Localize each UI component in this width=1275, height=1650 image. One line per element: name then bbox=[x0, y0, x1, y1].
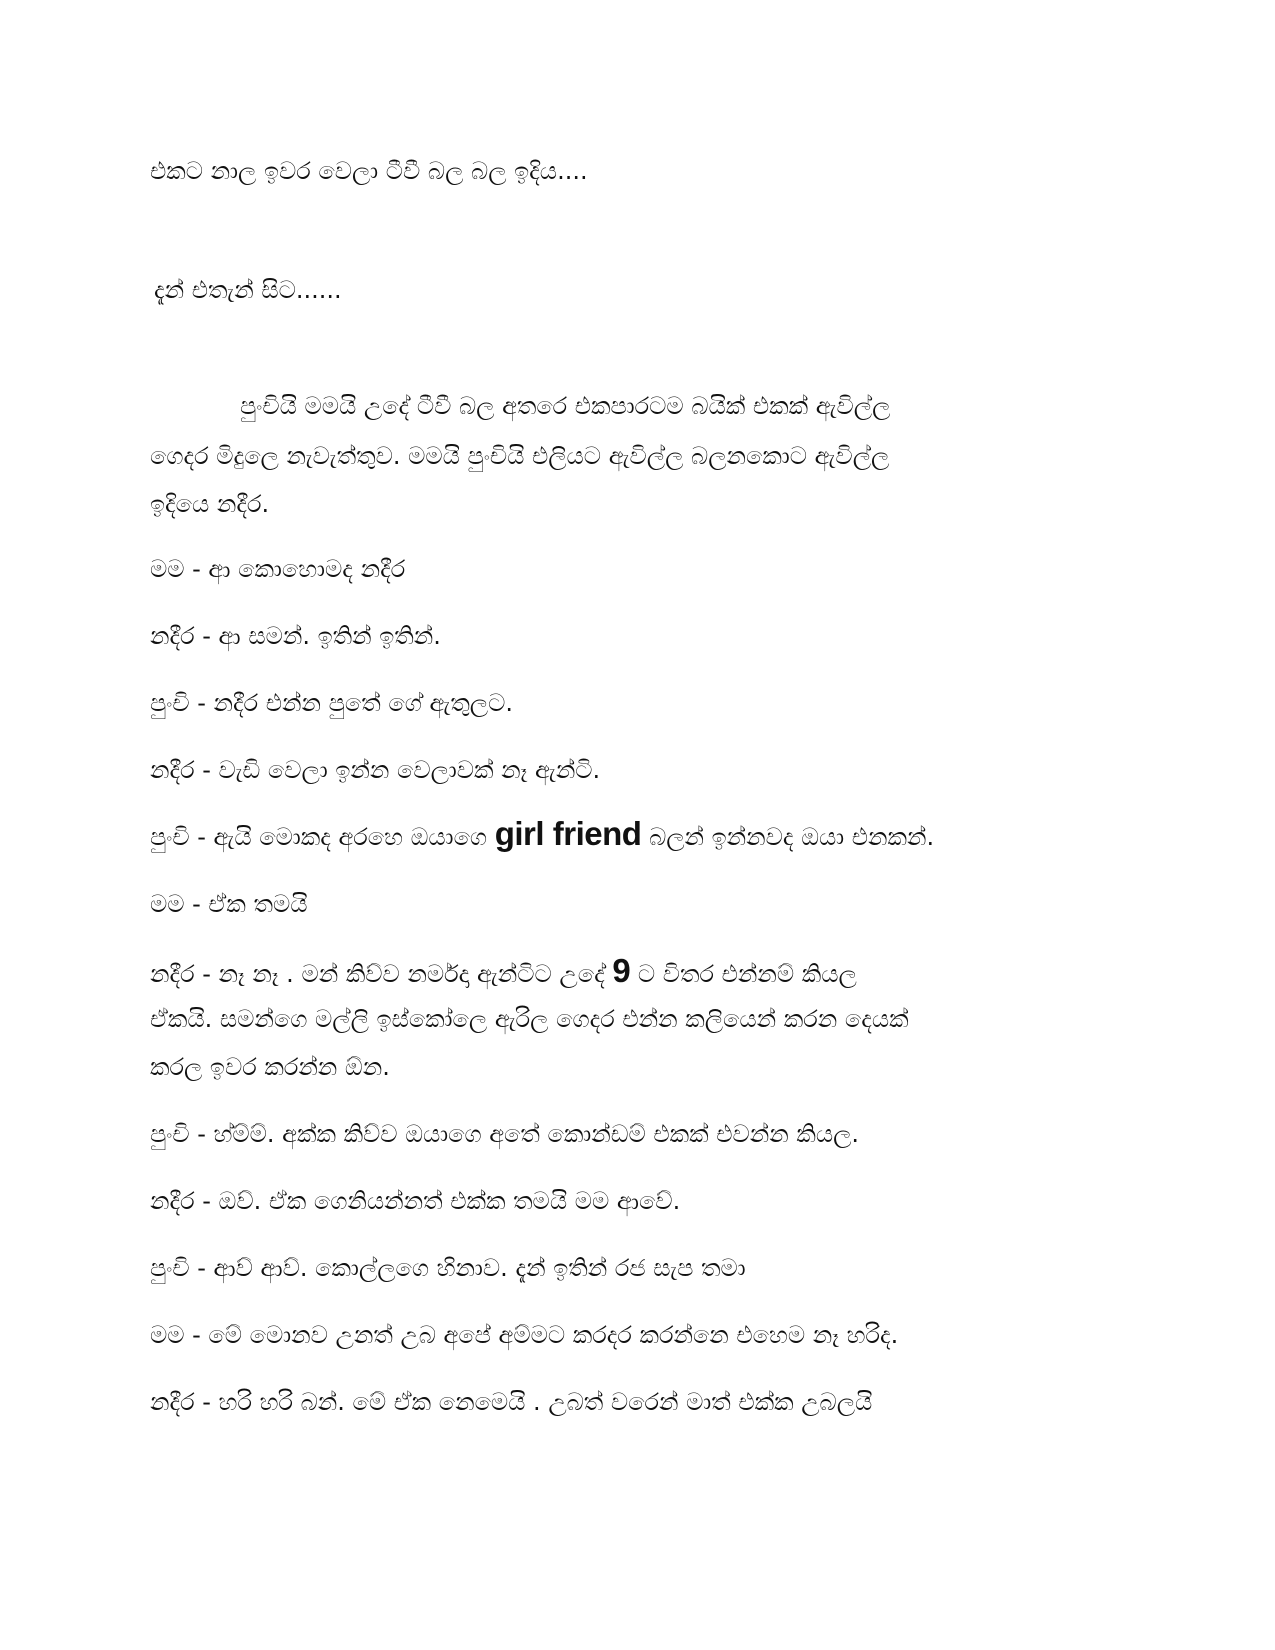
dialogue-line: මම - මේ මොනව උනත් උබ අපේ අම්මට කරදර කරන්නෙ එහෙම නෑ හරිද. bbox=[150, 1321, 899, 1349]
dialogue-text: බලන් ඉන්නවද ඔයා එනකන්. bbox=[649, 823, 935, 851]
dialogue-text: පුංචි - ඇයි මොකද අරහෙ ඔයාගෙ bbox=[150, 823, 488, 851]
text-line: පුංචියි මමයි උදේ ටීවී බල අතරෙ එකපාරටම බයික් එකක් ඇවිල්ල bbox=[240, 392, 891, 420]
emphasis-text: girl friend bbox=[494, 815, 642, 852]
text-line: කරල ඉවර කරන්න ඕන. bbox=[150, 1053, 390, 1081]
dialogue-line: නදීර - ආ සමන්. ඉතින් ඉතින්. bbox=[150, 622, 441, 650]
section-heading: දැන් එතැන් සිට...... bbox=[154, 276, 342, 304]
dialogue-line: මම - ඒක තමයි bbox=[150, 890, 308, 918]
dialogue-line: නදීර - හරි හරි බන්. මේ ඒක නෙමෙයි . උබත් වරෙන් මාත් එක්ක උබලයි bbox=[150, 1388, 873, 1416]
dialogue-line: නදීර - වැඩි වෙලා ඉන්න වෙලාවක් නෑ ඇන්ටි. bbox=[150, 756, 601, 784]
text-line: ඒකයි. සමන්ගෙ මල්ලි ඉස්කෝලෙ ඇරිල ගෙදර එන්න කලියෙන් කරන දෙයක් bbox=[150, 1005, 909, 1033]
dialogue-line: පුංචි - ආව් ආව්. කොල්ලගෙ හිනාව. දැන් ඉතින් රජ සැප තමා bbox=[150, 1254, 746, 1282]
dialogue-text: නදීර - නෑ නෑ . මන් කිව්ව නර්මදා ඇන්ටිට උදේ bbox=[150, 960, 605, 988]
emphasis-number: 9 bbox=[612, 952, 631, 989]
dialogue-line: පුංචි - නදීර එන්න පුතේ ගේ ඇතුලට. bbox=[150, 689, 513, 717]
text-line: ගෙදර මිදුලෙ නැවැත්තුව. මමයි පුංචියි එලියට ඇවිල්ල බලනකොට ඇවිල්ල bbox=[150, 442, 890, 470]
dialogue-line bbox=[150, 952, 1150, 990]
dialogue-line: නදීර - ඔව්. ඒක ගෙනියන්නත් එක්ක තමයි මම ආවේ. bbox=[150, 1187, 681, 1215]
dialogue-text: ට විතර එන්නම් කියල bbox=[637, 960, 857, 988]
dialogue-line bbox=[150, 815, 1150, 853]
text-line: එකට නාල ඉවර වෙලා ටීවී බල බල ඉදිය.... bbox=[150, 157, 588, 185]
text-line: ඉදියෙ නදීර. bbox=[150, 490, 270, 518]
dialogue-line: මම - ආ කොහොමද නදීර bbox=[150, 555, 406, 583]
dialogue-line: පුංචි - හ්ම්ම්. අක්ක කිව්ව ඔයාගෙ අතේ කොන්ඩම් එකක් එවන්න කියල. bbox=[150, 1120, 860, 1148]
